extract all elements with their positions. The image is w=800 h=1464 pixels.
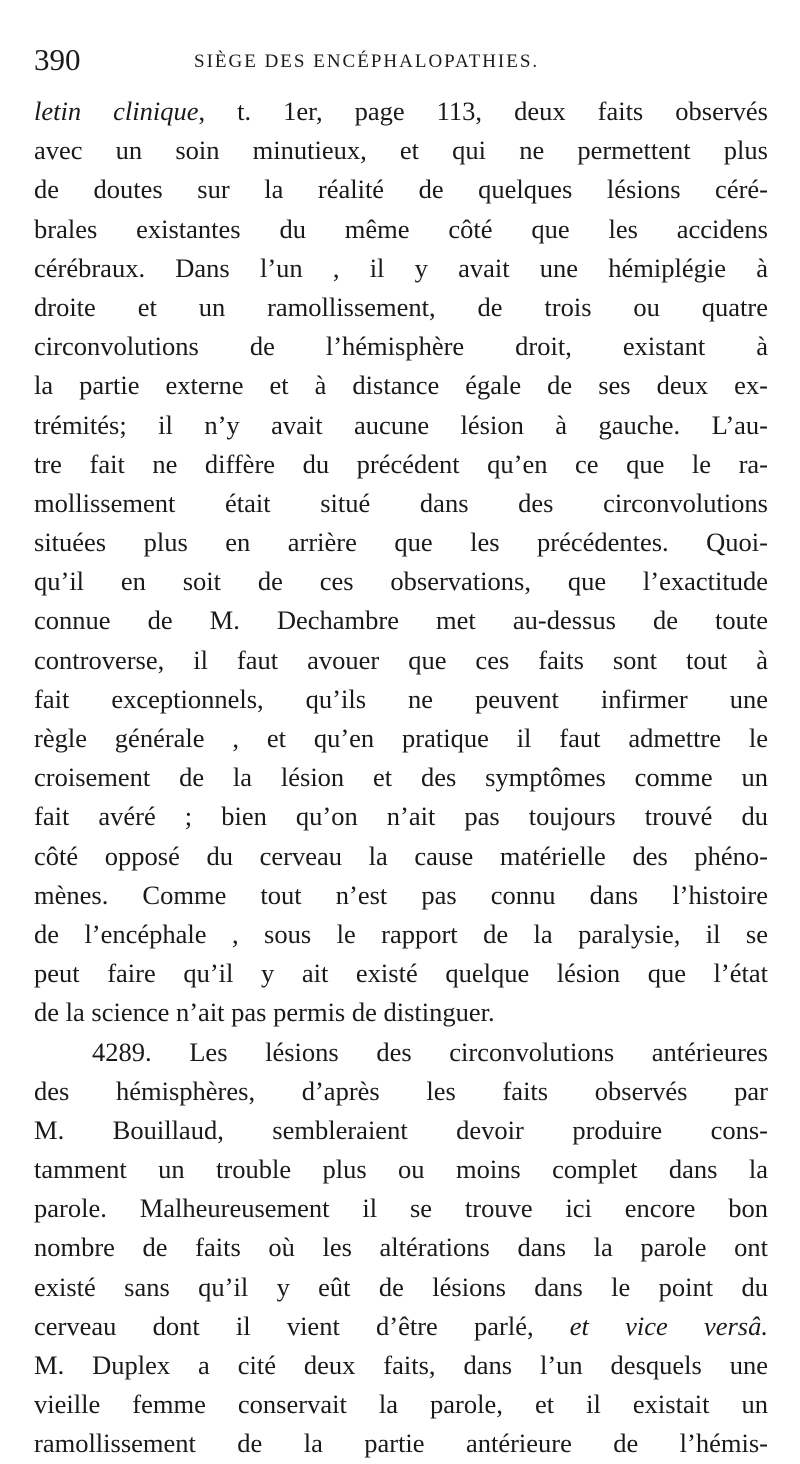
- text-line: 4289. Les lésions des circonvolutions antérieures: [92, 1036, 768, 1067]
- body-text: [34, 92, 768, 1464]
- text-line: mollissement était situé dans des circonvolutions: [34, 487, 768, 518]
- text-line: [34, 92, 768, 131]
- text-line: vieille femme conservait la parole, et il existait un: [34, 1389, 768, 1420]
- running-head: [34, 40, 768, 80]
- text-line: nombre de faits où les altérations dans la parole ont: [34, 1232, 768, 1263]
- text-line: ramollissement de la partie antérieure de l’hémis-: [34, 1428, 768, 1459]
- text-line: tamment un trouble plus ou moins complet dans la: [34, 1154, 768, 1185]
- text-line: côté opposé du cerveau la cause matérielle des phéno-: [34, 840, 768, 871]
- text-line: croisement de la lésion et des symptômes comme un: [34, 762, 768, 793]
- text-line: de doutes sur la réalité de quelques lésions céré-: [34, 174, 768, 205]
- text-line: tre fait ne diffère du précédent qu’en ce que le ra-: [34, 448, 768, 479]
- text-line: trémités; il n’y avait aucune lésion à gauche. L’au-: [34, 409, 768, 440]
- text-line: avec un soin minutieux, et qui ne permettent plus: [34, 135, 768, 166]
- text-line: cérébraux. Dans l’un , il y avait une hémiplégie à: [34, 252, 768, 283]
- text-line: fait avéré ; bien qu’on n’ait pas toujours trouvé du: [34, 801, 768, 832]
- text-line: droite et un ramollissement, de trois ou quatre: [34, 291, 768, 322]
- text-line: parole. Malheureusement il se trouve ici encore bon: [34, 1193, 768, 1224]
- text-segment: cerveau dont il vient d’être parlé,: [34, 1310, 570, 1341]
- text-line: qu’il en soit de ces observations, que l’exactitude: [34, 566, 768, 597]
- text-line: fait exceptionnels, qu’ils ne peuvent infirmer une: [34, 683, 768, 714]
- text-line: brales existantes du même côté que les accidens: [34, 213, 768, 244]
- text-line: règle générale , et qu’en pratique il faut admettre le: [34, 723, 768, 753]
- text-line: controverse, il faut avouer que ces faits sont tout à: [34, 644, 768, 675]
- text-line: circonvolutions de l’hémisphère droit, existant à: [34, 331, 768, 362]
- text-line: mènes. Comme tout n’est pas connu dans l’histoire: [34, 879, 768, 910]
- text-line: existé sans qu’il y eût de lésions dans le point du: [34, 1271, 768, 1302]
- text-line: de la science n’ait pas permis de distinguer.: [34, 997, 495, 1028]
- text-line: [34, 1307, 768, 1346]
- journal-title: letin clinique: [34, 96, 199, 126]
- text-line: M. Bouillaud, sembleraient devoir produire cons-: [34, 1114, 768, 1145]
- text-line: de l’encéphale , sous le rapport de la paralysie, il se: [34, 918, 768, 949]
- running-title: SIÈGE DES ENCÉPHALOPATHIES.: [194, 51, 540, 72]
- text-line: M. Duplex a cité deux faits, dans l’un desquels une: [34, 1350, 768, 1380]
- text-line: situées plus en arrière que les précédentes. Quoi-: [34, 527, 768, 558]
- document-page: [34, 40, 768, 1464]
- text-segment: , t. 1er, page 113, deux faits observés: [198, 96, 768, 126]
- text-line: la partie externe et à distance égale de ses deux ex-: [34, 370, 768, 401]
- page-number: 390: [34, 42, 81, 77]
- text-line: peut faire qu’il y ait existé quelque lésion que l’état: [34, 958, 768, 989]
- text-line: des hémisphères, d’après les faits observés par: [34, 1075, 768, 1106]
- latin-phrase: et vice versâ.: [569, 1310, 768, 1341]
- text-line: connue de M. Dechambre met au-dessus de toute: [34, 605, 768, 636]
